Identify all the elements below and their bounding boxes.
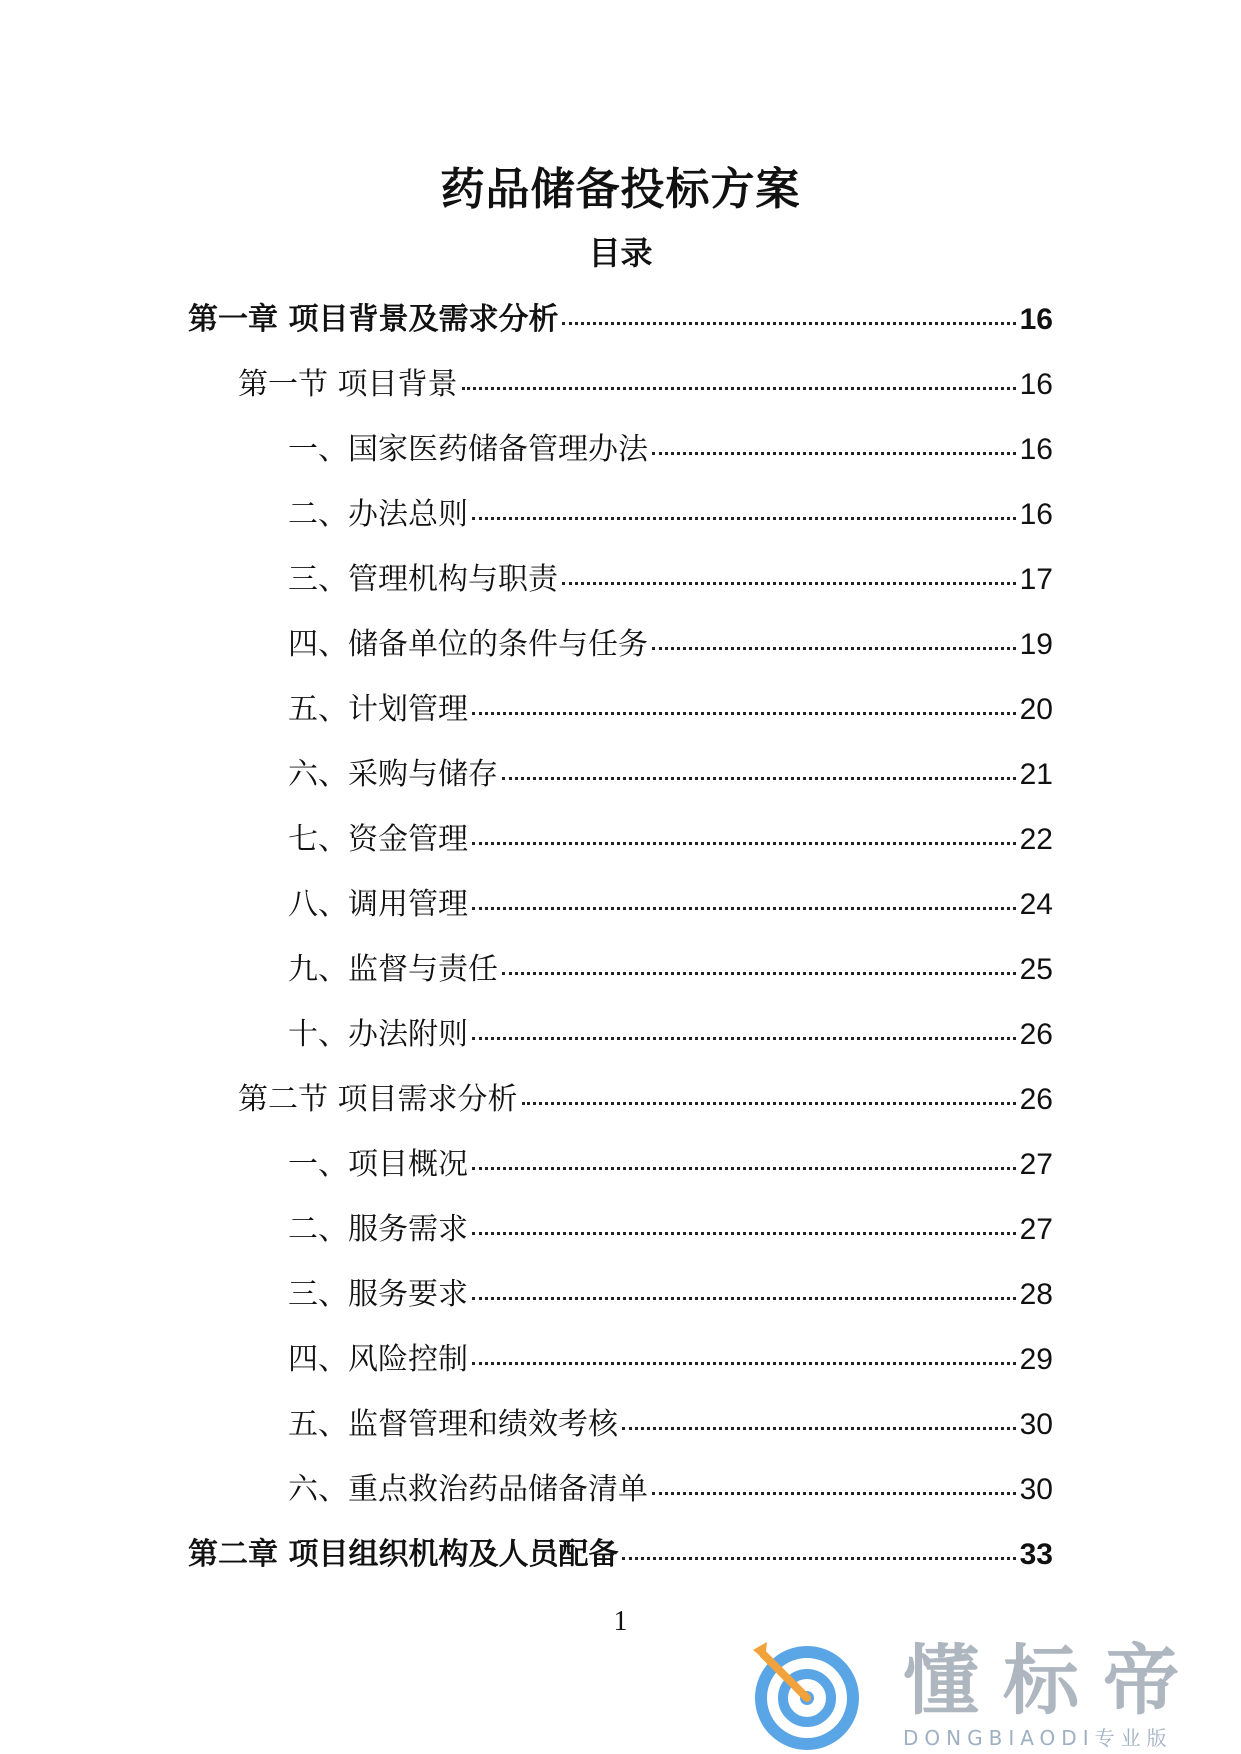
toc-chapter-entry[interactable] xyxy=(188,1531,1053,1596)
toc-entry-label: 六、采购与储存 xyxy=(288,757,498,792)
toc-subsection-entry[interactable] xyxy=(188,556,1053,621)
toc-chapter-entry[interactable] xyxy=(188,296,1053,361)
toc-subsection-entry[interactable] xyxy=(188,816,1053,881)
toc-entry-label: 八、调用管理 xyxy=(288,887,468,922)
toc-subsection-entry[interactable] xyxy=(188,1141,1053,1206)
toc-dot-leader xyxy=(562,582,1016,585)
watermark xyxy=(745,1636,1235,1754)
toc-dot-leader xyxy=(652,452,1016,455)
toc-dot-leader xyxy=(652,1492,1016,1495)
toc-entry-page: 28 xyxy=(1019,1278,1053,1311)
toc-dot-leader xyxy=(472,517,1016,520)
toc-entry-page: 19 xyxy=(1019,628,1053,661)
toc-entry-label: 四、储备单位的条件与任务 xyxy=(288,627,648,662)
toc-entry-page: 29 xyxy=(1019,1343,1053,1376)
toc-entry-page: 17 xyxy=(1019,563,1053,596)
toc-dot-leader xyxy=(462,387,1016,390)
toc-entry-label: 七、资金管理 xyxy=(288,822,468,857)
toc-dot-leader xyxy=(472,1362,1016,1365)
toc-entry-page: 30 xyxy=(1019,1473,1053,1506)
toc-entry-page: 27 xyxy=(1019,1213,1053,1246)
toc-dot-leader xyxy=(502,972,1016,975)
toc-dot-leader xyxy=(472,1297,1016,1300)
toc-dot-leader xyxy=(472,1037,1016,1040)
toc-subsection-entry[interactable] xyxy=(188,1011,1053,1076)
table-of-contents xyxy=(188,296,1053,1596)
toc-entry-label: 二、服务需求 xyxy=(288,1212,468,1247)
toc-entry-label: 第一章 项目背景及需求分析 xyxy=(188,302,559,337)
toc-heading: 目录 xyxy=(588,234,653,272)
toc-subsection-entry[interactable] xyxy=(188,946,1053,1011)
toc-dot-leader xyxy=(472,842,1016,845)
toc-dot-leader xyxy=(472,1167,1016,1170)
toc-section-entry[interactable] xyxy=(188,1076,1053,1141)
toc-subsection-entry[interactable] xyxy=(188,426,1053,491)
toc-subsection-entry[interactable] xyxy=(188,1336,1053,1401)
watermark-sub-text: DONGBIAODI专业版 xyxy=(903,1726,1173,1750)
target-arrow-icon xyxy=(745,1636,875,1754)
toc-dot-leader xyxy=(472,1232,1016,1235)
toc-entry-page: 21 xyxy=(1019,758,1053,791)
toc-entry-page: 30 xyxy=(1019,1408,1053,1441)
toc-entry-page: 16 xyxy=(1019,498,1053,531)
toc-subsection-entry[interactable] xyxy=(188,621,1053,686)
toc-entry-page: 16 xyxy=(1019,303,1053,336)
toc-entry-label: 第二节 项目需求分析 xyxy=(238,1082,518,1117)
toc-entry-page: 22 xyxy=(1019,823,1053,856)
toc-entry-label: 九、监督与责任 xyxy=(288,952,498,987)
toc-section-entry[interactable] xyxy=(188,361,1053,426)
toc-entry-label: 六、重点救治药品储备清单 xyxy=(288,1472,648,1507)
toc-dot-leader xyxy=(652,647,1016,650)
toc-subsection-entry[interactable] xyxy=(188,1206,1053,1271)
toc-dot-leader xyxy=(502,777,1016,780)
toc-entry-label: 一、国家医药储备管理办法 xyxy=(288,432,648,467)
toc-dot-leader xyxy=(622,1557,1015,1560)
toc-dot-leader xyxy=(472,907,1016,910)
watermark-brand-text: 懂标帝 xyxy=(903,1636,1203,1725)
toc-entry-label: 第二章 项目组织机构及人员配备 xyxy=(188,1537,619,1572)
page-number: 1 xyxy=(613,1606,628,1637)
toc-subsection-entry[interactable] xyxy=(188,1466,1053,1531)
toc-entry-label: 四、风险控制 xyxy=(288,1342,468,1377)
toc-entry-page: 26 xyxy=(1019,1083,1053,1116)
document-title: 药品储备投标方案 xyxy=(440,164,801,215)
toc-subsection-entry[interactable] xyxy=(188,491,1053,556)
toc-dot-leader xyxy=(472,712,1016,715)
toc-subsection-entry[interactable] xyxy=(188,881,1053,946)
toc-subsection-entry[interactable] xyxy=(188,686,1053,751)
toc-entry-label: 十、办法附则 xyxy=(288,1017,468,1052)
toc-subsection-entry[interactable] xyxy=(188,1271,1053,1336)
toc-entry-page: 25 xyxy=(1019,953,1053,986)
toc-dot-leader xyxy=(562,322,1015,325)
toc-subsection-entry[interactable] xyxy=(188,751,1053,816)
toc-entry-page: 16 xyxy=(1019,433,1053,466)
toc-entry-page: 33 xyxy=(1019,1538,1053,1571)
toc-entry-label: 第一节 项目背景 xyxy=(238,367,458,402)
toc-entry-page: 26 xyxy=(1019,1018,1053,1051)
toc-subsection-entry[interactable] xyxy=(188,1401,1053,1466)
toc-entry-page: 20 xyxy=(1019,693,1053,726)
toc-entry-label: 三、管理机构与职责 xyxy=(288,562,558,597)
toc-entry-page: 16 xyxy=(1019,368,1053,401)
toc-entry-label: 二、办法总则 xyxy=(288,497,468,532)
toc-entry-label: 三、服务要求 xyxy=(288,1277,468,1312)
toc-entry-label: 五、计划管理 xyxy=(288,692,468,727)
toc-entry-page: 27 xyxy=(1019,1148,1053,1181)
toc-dot-leader xyxy=(522,1102,1016,1105)
toc-entry-label: 五、监督管理和绩效考核 xyxy=(288,1407,618,1442)
toc-entry-label: 一、项目概况 xyxy=(288,1147,468,1182)
toc-dot-leader xyxy=(622,1427,1016,1430)
toc-entry-page: 24 xyxy=(1019,888,1053,921)
